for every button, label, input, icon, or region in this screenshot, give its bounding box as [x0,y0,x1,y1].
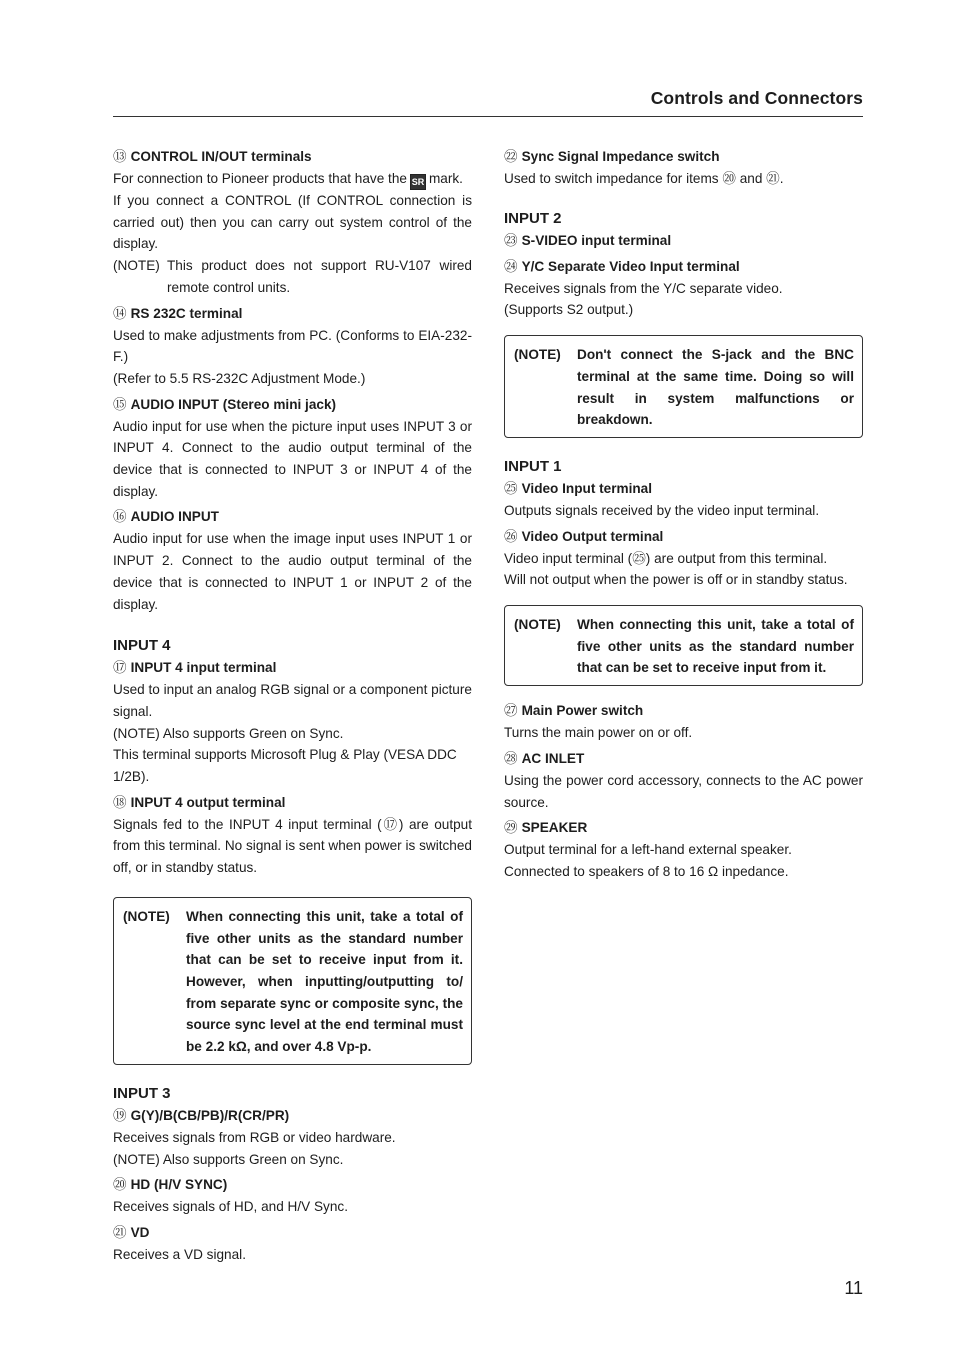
item-title: INPUT 4 input terminal [130,660,277,676]
item-number: ㉖ [504,528,518,544]
item-number: ⑳ [113,1177,127,1193]
item-14-body2: (Refer to 5.5 RS-232C Adjustment Mode.) [113,370,366,386]
item-25-heading [504,478,863,500]
note-box-input2 [504,335,863,438]
item-25-body: Outputs signals received by the video input terminal. [504,502,820,518]
note-label: (NOTE) [123,908,170,924]
note-label: (NOTE) [514,617,561,633]
note-text: When connecting this unit, take a total of five other units as the standard number that can be set to receive input from it. [577,617,854,676]
item-title: AUDIO INPUT (Stereo mini jack) [130,396,337,412]
item-24-heading [504,256,863,278]
item-13-heading [113,146,472,168]
note-label: (NOTE) [113,258,160,274]
item-number: ㉗ [504,703,518,719]
section-input-1: INPUT 1 [504,457,562,475]
item-29-heading [504,817,863,839]
item-21-heading [113,1222,472,1244]
item-number: ⑯ [113,509,127,525]
item-number: ⑱ [113,794,127,810]
item-title: AUDIO INPUT [130,509,219,525]
item-title: Sync Signal Impedance switch [521,149,720,164]
item-title: Main Power switch [521,703,644,719]
item-17-note: (NOTE) Also supports Green on Sync. [113,725,344,741]
item-29-body2: Connected to speakers of 8 to 16 Ω inpedance. [504,863,789,879]
page-header-title: Controls and Connectors [650,88,863,108]
item-number: ㉕ [504,480,518,496]
item-number: ⑲ [113,1107,127,1123]
item-14-body: Used to make adjustments from PC. (Conforms to EIA-232-F.) [113,327,472,365]
item-20-heading [113,1174,472,1196]
note-box-input1 [504,605,863,686]
item-number: ㉙ [504,820,518,836]
page-number: 11 [844,1278,863,1298]
item-title: RS 232C terminal [130,305,243,321]
item-26-body2: Will not output when the power is off or in standby status. [504,572,848,588]
item-21-body: Receives a VD signal. [113,1246,246,1262]
section-input-4: INPUT 4 [113,637,171,655]
sr-mark-icon: SR [410,174,426,190]
item-27-body: Turns the main power on or off. [504,725,693,741]
item-13-body: If you connect a CONTROL (If CONTROL connection is carried out) then you can carry out system control of the display. [113,193,472,252]
item-number: ㉒ [504,149,518,164]
item-19-note: (NOTE) Also supports Green on Sync. [113,1151,344,1167]
note-text: When connecting this unit, take a total of five other units as the standard number that can be set to receive input from it. However, when inputting/outputting to/ from separate sync or composite sync, the source sync level at the end terminal must be 2.2 kΩ, and over 4.8 Vp-p. [186,908,463,1055]
item-title: Y/C Separate Video Input terminal [521,258,740,274]
header-divider [113,116,863,117]
item-16-body: Audio input for use when the image input uses INPUT 1 or INPUT 2. Connect to the audio output terminal of the device that is connected to INPUT 1 or INPUT 2 of the display. [113,531,472,612]
text-span: mark. [428,171,463,186]
item-number: ⑮ [113,396,127,412]
item-26-body: Video input terminal (㉕) are output from this terminal. [504,550,828,566]
item-number: ⑰ [113,660,127,676]
item-number: ㉑ [113,1224,127,1240]
item-24-body2: (Supports S2 output.) [504,302,634,318]
item-18-body: Signals fed to the INPUT 4 input terminal (⑰) are output from this terminal. No signal is sent when power is switched off, or in standby status. [113,816,472,876]
item-17-body2: This terminal supports Microsoft Plug & Play (VESA DDC 1/2B). [113,747,457,785]
item-28-body: Using the power cord accessory, connects to the AC power source. [504,772,863,810]
left-column [113,146,472,1266]
item-29-body: Output terminal for a left-hand external speaker. [504,842,792,858]
item-18-heading [113,792,472,814]
item-title: G(Y)/B(CB/PB)/R(CR/PR) [130,1107,290,1123]
item-17-body: Used to input an analog RGB signal or a component picture signal. [113,682,472,719]
item-22-heading [504,146,863,168]
item-14-heading [113,303,472,325]
note-label: (NOTE) [514,347,561,363]
item-28-heading [504,748,863,770]
item-13-note [113,255,472,298]
item-title: SPEAKER [521,820,588,836]
item-15-body: Audio input for use when the picture input uses INPUT 3 or INPUT 4. Connect to the audio output terminal of the device that is connected to INPUT 3 or INPUT 4 of the display. [113,418,472,499]
item-title: CONTROL IN/OUT terminals [130,149,312,164]
item-19-heading [113,1105,472,1127]
item-number: ㉘ [504,750,518,766]
item-26-heading [504,526,863,548]
item-title: VD [130,1224,150,1240]
right-column [504,146,863,883]
item-24-body: Receives signals from the Y/C separate video. [504,280,783,296]
section-input-3: INPUT 3 [113,1084,171,1102]
item-13-line1 [113,168,472,190]
item-15-heading [113,394,472,416]
item-17-heading [113,657,472,679]
item-title: S-VIDEO input terminal [521,232,672,248]
section-input-2: INPUT 2 [504,209,562,227]
item-title: Video Output terminal [521,528,664,544]
item-number: ⑭ [113,305,127,321]
item-number: ㉔ [504,258,518,274]
text-span: For connection to Pioneer products that have the [113,171,407,186]
item-title: HD (H/V SYNC) [130,1177,228,1193]
item-22-body: Used to switch impedance for items ⑳ and ㉑. [504,171,784,186]
item-title: AC INLET [521,750,585,766]
item-20-body: Receives signals of HD, and H/V Sync. [113,1199,348,1215]
item-number: ㉓ [504,232,518,248]
item-19-body: Receives signals from RGB or video hardware. [113,1129,396,1145]
note-text: This product does not support RU-V107 wired remote control units. [167,258,472,295]
item-23-heading [504,230,863,252]
item-27-heading [504,700,863,722]
item-16-heading [113,506,472,528]
item-title: Video Input terminal [521,480,653,496]
item-number: ⑬ [113,149,127,164]
note-text: Don't connect the S-jack and the BNC terminal at the same time. Doing so will result in system malfunctions or breakdown. [577,347,854,428]
note-box-input4 [113,897,472,1065]
item-title: INPUT 4 output terminal [130,794,286,810]
